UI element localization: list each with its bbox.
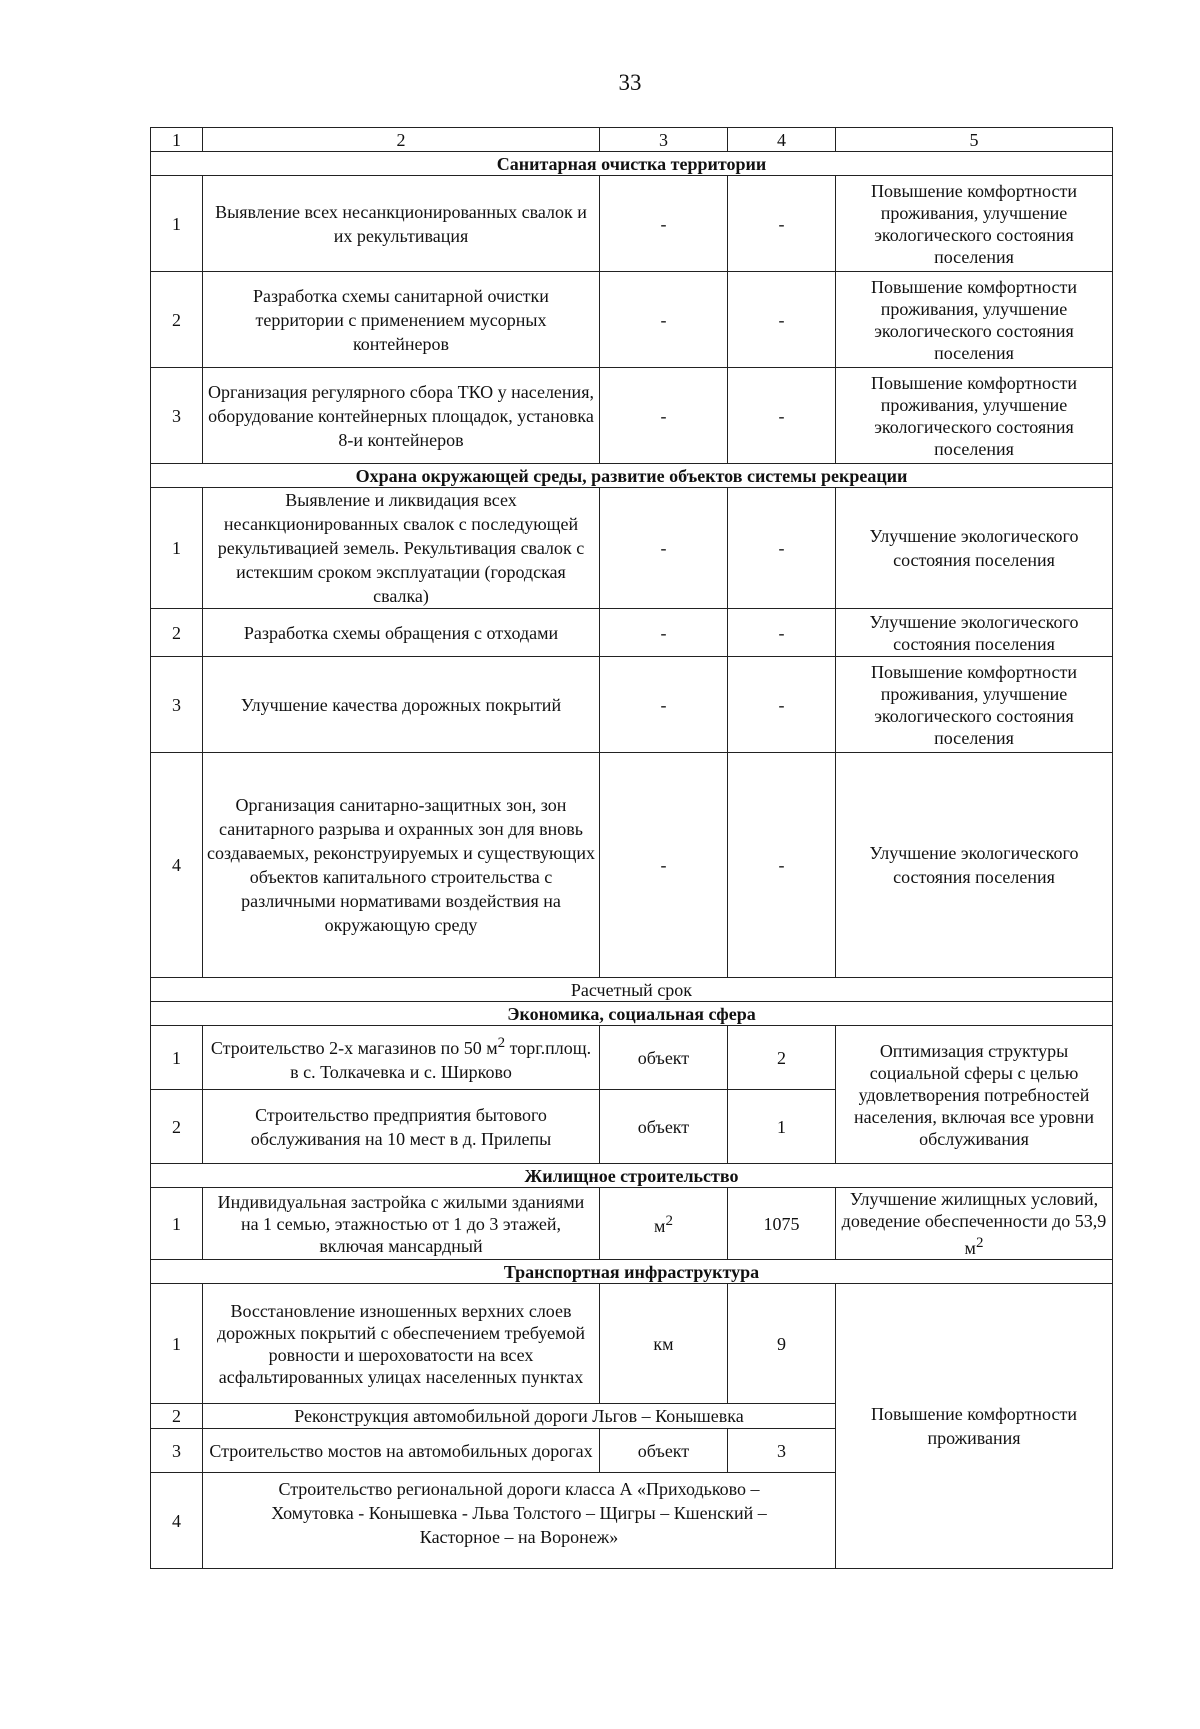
table-row [151, 488, 1113, 609]
superscript: 2 [665, 1213, 673, 1229]
effect-cell [836, 1188, 1113, 1260]
col-header: 3 [600, 128, 728, 152]
effect-cell: Повышение комфортности проживания, улучшение экологического состояния поселения [836, 272, 1113, 368]
measure-name: Восстановление изношенных верхних слоев дорожных покрытий с обеспечением требуемой ровности и шероховатости на всех асфальтированных улицах населенных пунктах [203, 1284, 600, 1404]
header-row [151, 128, 1113, 152]
unit-text: м [654, 1216, 666, 1236]
unit-cell: объект [600, 1026, 728, 1090]
table-row [151, 368, 1113, 464]
col-header: 5 [836, 128, 1113, 152]
section-header [151, 1260, 1113, 1284]
effect-cell: Улучшение экологического состояния поселения [836, 488, 1113, 609]
row-number: 2 [151, 609, 203, 657]
table-row [151, 1284, 1113, 1404]
qty-cell: 2 [728, 1026, 836, 1090]
effect-cell: Повышение комфортности проживания [836, 1284, 1113, 1569]
measures-table [150, 127, 1113, 1569]
effect-cell: Повышение комфортности проживания, улучшение экологического состояния поселения [836, 176, 1113, 272]
row-number: 2 [151, 1404, 203, 1429]
table-row [151, 609, 1113, 657]
table-row [151, 657, 1113, 753]
superscript: 2 [497, 1035, 506, 1051]
effect-cell: Повышение комфортности проживания, улучшение экологического состояния поселения [836, 657, 1113, 753]
qty-cell: 1075 [728, 1188, 836, 1260]
measure-name: Индивидуальная застройка с жилыми зданиями на 1 семью, этажностью от 1 до 3 этажей, включая мансардный [203, 1188, 600, 1260]
col-header: 1 [151, 128, 203, 152]
measure-name: Выявление и ликвидация всех несанкционированных свалок с последующей рекультивацией земель. Рекультивация свалок с истекшим сроком эксплуатации (городская свалка) [203, 488, 600, 609]
measure-name [203, 1026, 600, 1090]
qty-cell: - [728, 609, 836, 657]
row-number: 1 [151, 1284, 203, 1404]
row-number: 1 [151, 176, 203, 272]
qty-cell: - [728, 657, 836, 753]
period-row [151, 978, 1113, 1002]
qty-cell: - [728, 753, 836, 978]
measure-name-part: торг.площ. в с. Толкачевка и с. Ширково [290, 1038, 592, 1082]
effect-cell: Улучшение экологического состояния поселения [836, 753, 1113, 978]
section-title: Экономика, социальная сфера [151, 1002, 1113, 1026]
page-number: 33 [618, 70, 642, 95]
qty-cell: - [728, 488, 836, 609]
section-header [151, 1164, 1113, 1188]
effect-cell: Повышение комфортности проживания, улучшение экологического состояния поселения [836, 368, 1113, 464]
row-number: 2 [151, 1090, 203, 1164]
measure-name: Выявление всех несанкционированных свалок и их рекультивация [203, 176, 600, 272]
unit-cell: - [600, 609, 728, 657]
unit-cell: объект [600, 1090, 728, 1164]
measure-name: Строительство мостов на автомобильных дорогах [203, 1429, 600, 1473]
qty-cell: - [728, 272, 836, 368]
row-number: 1 [151, 1026, 203, 1090]
measure-name: Разработка схемы санитарной очистки территории с применением мусорных контейнеров [203, 272, 600, 368]
effect-text: Улучшение жилищных условий, доведение обеспеченности до 53,9 м [841, 1189, 1107, 1258]
measure-name: Организация санитарно-защитных зон, зон санитарного разрыва и охранных зон для вновь создаваемых, реконструируемых и существующих объектов капитального строительства с различными нормативами воздействия на окружающую среду [203, 753, 600, 978]
unit-cell: - [600, 657, 728, 753]
section-title: Транспортная инфраструктура [151, 1260, 1113, 1284]
measure-name: Разработка схемы обращения с отходами [203, 609, 600, 657]
section-title: Охрана окружающей среды, развитие объектов системы рекреации [151, 464, 1113, 488]
unit-cell: - [600, 272, 728, 368]
effect-cell: Улучшение экологического состояния поселения [836, 609, 1113, 657]
row-number: 3 [151, 1429, 203, 1473]
qty-cell: 3 [728, 1429, 836, 1473]
table-row [151, 176, 1113, 272]
row-number: 1 [151, 1188, 203, 1260]
section-header [151, 464, 1113, 488]
table-row [151, 1188, 1113, 1260]
row-number: 3 [151, 368, 203, 464]
row-number: 4 [151, 753, 203, 978]
unit-cell: - [600, 368, 728, 464]
effect-cell: Оптимизация структуры социальной сферы с целью удовлетворения потребностей населения, включая все уровни обслуживания [836, 1026, 1113, 1164]
measure-name-part: Строительство 2-х магазинов по 50 м [210, 1038, 498, 1058]
qty-cell: 9 [728, 1284, 836, 1404]
section-title: Жилищное строительство [151, 1164, 1113, 1188]
col-header: 4 [728, 128, 836, 152]
section-header [151, 152, 1113, 176]
table-row [151, 753, 1113, 978]
measure-name: Строительство региональной дороги класса А «Приходьково – Хомутовка - Конышевка - Льва Толстого – Щигры – Кшенский – Касторное – на Воронеж» [203, 1473, 836, 1569]
period-label: Расчетный срок [151, 978, 1113, 1002]
table-row [151, 272, 1113, 368]
qty-cell: 1 [728, 1090, 836, 1164]
measure-name: Улучшение качества дорожных покрытий [203, 657, 600, 753]
unit-cell [600, 1188, 728, 1260]
unit-cell: - [600, 176, 728, 272]
unit-cell: - [600, 488, 728, 609]
table-row [151, 1026, 1113, 1090]
qty-cell: - [728, 368, 836, 464]
measure-name: Реконструкция автомобильной дороги Льгов – Конышевка [203, 1404, 836, 1429]
superscript: 2 [975, 1235, 984, 1251]
row-number: 2 [151, 272, 203, 368]
measure-name: Строительство предприятия бытового обслуживания на 10 мест в д. Прилепы [203, 1090, 600, 1164]
qty-cell: - [728, 176, 836, 272]
row-number: 3 [151, 657, 203, 753]
unit-cell: км [600, 1284, 728, 1404]
unit-cell: объект [600, 1429, 728, 1473]
section-title: Санитарная очистка территории [151, 152, 1113, 176]
row-number: 4 [151, 1473, 203, 1569]
col-header: 2 [203, 128, 600, 152]
measure-name: Организация регулярного сбора ТКО у населения, оборудование контейнерных площадок, установка 8-и контейнеров [203, 368, 600, 464]
unit-cell: - [600, 753, 728, 978]
row-number: 1 [151, 488, 203, 609]
section-header [151, 1002, 1113, 1026]
